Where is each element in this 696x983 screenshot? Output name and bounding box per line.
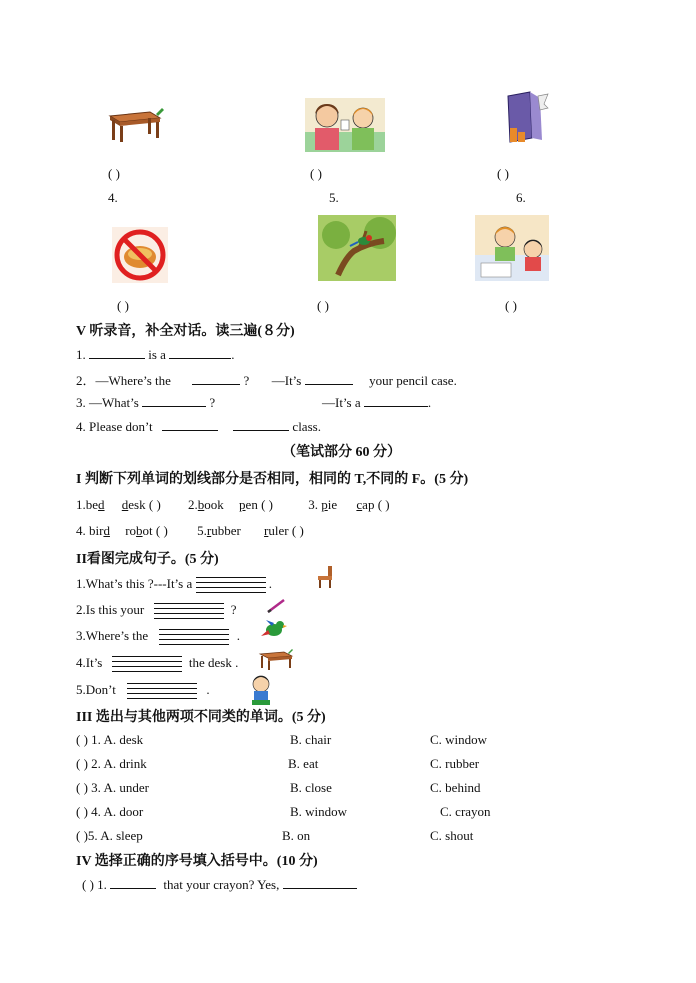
answer-bracket[interactable]: ( ) xyxy=(291,523,304,538)
phonics-row-1 xyxy=(76,497,390,513)
dialogue-line-3: 3. —What’s ? xyxy=(76,395,216,410)
word-cap: cap xyxy=(356,497,375,512)
odd-one-out-row: ( ) 2. A. drink xyxy=(76,756,147,771)
blank[interactable] xyxy=(283,876,357,889)
classroom-kids-picture xyxy=(305,98,385,152)
word-rubber: 5.rubber xyxy=(197,523,241,538)
writing-lines[interactable] xyxy=(154,603,224,619)
blank[interactable] xyxy=(305,372,353,385)
option-b: B. close xyxy=(290,780,332,795)
answer-bracket[interactable]: ( ) xyxy=(505,298,517,313)
picture-number: 6. xyxy=(516,190,526,205)
answer-bracket[interactable]: ( ) xyxy=(261,497,273,512)
answer-bracket[interactable]: ( ) xyxy=(155,523,168,538)
desk-picture xyxy=(106,104,164,144)
section-iii-title: III 选出与其他两项不同类的单词。(5 分) xyxy=(76,710,326,725)
word-book: 2.book xyxy=(188,497,224,512)
answer-bracket[interactable]: ( ) xyxy=(108,166,120,181)
section-i-title: I 判断下列单词的划线部分是否相同，相同的 T,不同的 F。(5 分) xyxy=(76,472,469,487)
phonics-row-2 xyxy=(76,523,304,539)
answer-bracket[interactable]: ( ) xyxy=(148,497,161,512)
written-part-title: （笔试部分 60 分） xyxy=(282,445,401,460)
answer-bracket[interactable]: ( ) xyxy=(317,298,329,313)
word-pie: 3. pie xyxy=(308,497,338,512)
desk-icon xyxy=(258,648,294,670)
option-c: C. rubber xyxy=(430,756,480,771)
answer-bracket[interactable]: ( ) xyxy=(310,166,322,181)
kids-drawing-picture xyxy=(475,215,549,281)
option-b: B. window xyxy=(290,804,348,819)
dialogue-line-4: 4. Please don’t class. xyxy=(76,419,321,434)
picture-sentence-4: 4.It’s the desk . xyxy=(76,655,238,672)
word-robot: robot xyxy=(125,523,153,538)
blank[interactable] xyxy=(162,418,218,431)
writing-lines[interactable] xyxy=(159,629,229,645)
option-b: B. chair xyxy=(290,732,332,747)
odd-one-out-row: ( )5. A. sleep xyxy=(76,828,143,843)
section-v-title: V 听录音，补全对话。读三遍(８分) xyxy=(76,324,295,339)
picture-sentence-3: 3.Where’s the . xyxy=(76,628,240,645)
boy-icon xyxy=(246,674,276,706)
section-ii-title: II看图完成句子。(5 分) xyxy=(76,552,219,567)
word-desk: desk xyxy=(121,497,146,512)
word-bed: 1.bed xyxy=(76,497,105,512)
blank[interactable] xyxy=(233,418,289,431)
bird-icon xyxy=(260,618,288,640)
blank[interactable] xyxy=(192,372,240,385)
book-picture xyxy=(500,88,550,146)
dialogue-line-2: 2．—Where’s the ? —It’s your pencil case. xyxy=(76,373,457,388)
pencil-icon xyxy=(266,598,286,614)
blank[interactable] xyxy=(169,346,231,359)
option-b: B. eat xyxy=(288,756,319,771)
blank[interactable] xyxy=(364,394,428,407)
dialogue-line-3-answer: —It’s a . xyxy=(322,395,432,410)
picture-sentence-1: 1.What’s this ?---It’s a . xyxy=(76,576,272,593)
word-pen: pen xyxy=(239,497,258,512)
option-c: C. window xyxy=(430,732,488,747)
word-bird: 4. bird xyxy=(76,523,110,538)
writing-lines[interactable] xyxy=(127,683,197,699)
odd-one-out-row: ( ) 4. A. door xyxy=(76,804,144,819)
blank[interactable] xyxy=(89,346,145,359)
option-c: C. crayon xyxy=(440,804,491,819)
writing-lines[interactable] xyxy=(112,656,182,672)
option-c: C. behind xyxy=(430,780,481,795)
blank[interactable] xyxy=(110,876,156,889)
blank[interactable] xyxy=(142,394,206,407)
answer-bracket[interactable]: ( ) xyxy=(497,166,509,181)
picture-number: 5. xyxy=(329,190,339,205)
writing-lines[interactable] xyxy=(196,577,266,593)
odd-one-out-row: ( ) 3. A. under xyxy=(76,780,149,795)
no-food-sign-picture xyxy=(112,227,168,283)
picture-sentence-2: 2.Is this your ? xyxy=(76,602,237,619)
dialogue-line-1: 1. is a . xyxy=(76,347,235,362)
chair-icon xyxy=(316,566,336,588)
section-iv-title: IV 选择正确的序号填入括号中。(10 分) xyxy=(76,854,318,869)
option-b: B. on xyxy=(282,828,311,843)
option-c: C. shout xyxy=(430,828,474,843)
answer-bracket[interactable]: ( ) xyxy=(377,497,390,512)
word-ruler: ruler xyxy=(264,523,289,538)
answer-bracket[interactable]: ( ) xyxy=(117,298,129,313)
bird-on-tree-picture xyxy=(318,215,396,281)
odd-one-out-row: ( ) 1. A. desk xyxy=(76,732,144,747)
picture-sentence-5: 5.Don’t . xyxy=(76,682,210,699)
choice-question-1: ( ) 1. that your crayon? Yes, xyxy=(82,876,357,893)
picture-number: 4. xyxy=(108,190,118,205)
